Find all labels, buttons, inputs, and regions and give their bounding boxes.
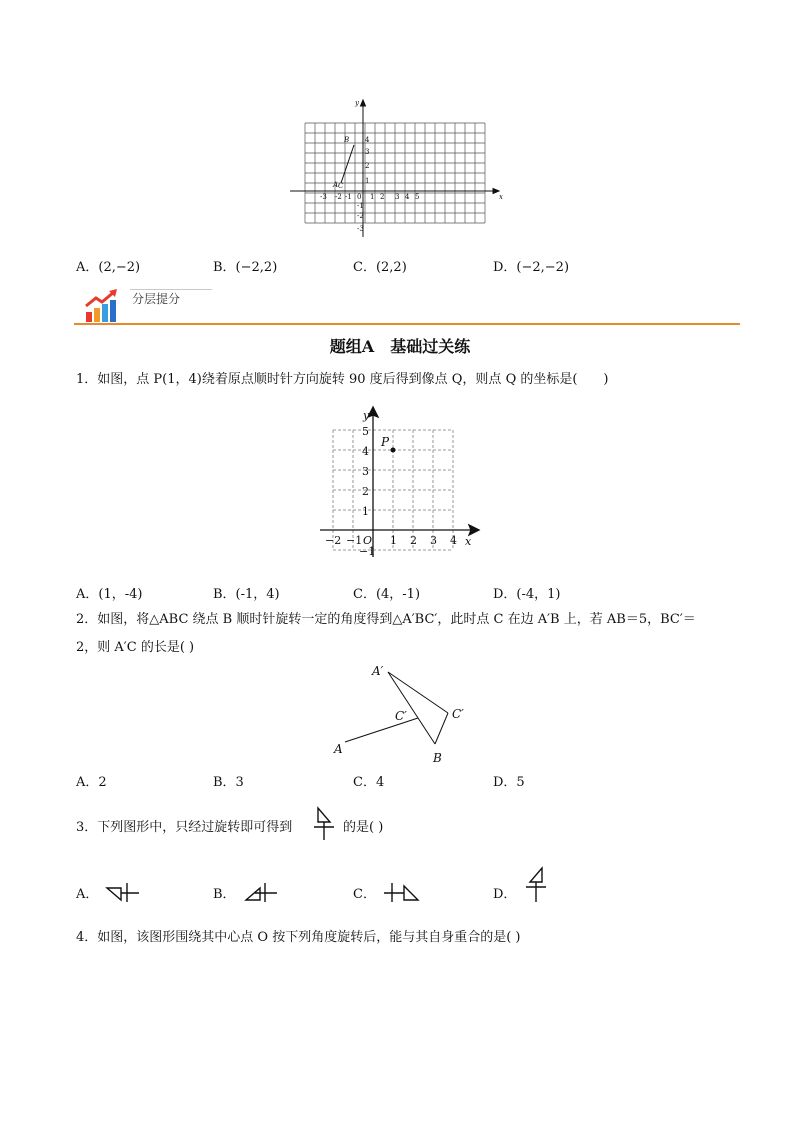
grid-coordinate-figure xyxy=(285,95,510,240)
question-2-text-line1: 2．如图，将△ABC 绕点 B 顺时针旋转一定的角度得到△A′BC′，此时点 C 在边 A′B 上，若 AB＝5，BC′＝ xyxy=(76,612,696,627)
x-tick: −1 xyxy=(346,534,363,547)
y-tick: 2 xyxy=(362,485,369,498)
x-tick: -3 xyxy=(320,193,327,201)
y-tick: 5 xyxy=(362,425,369,438)
option-b[interactable]: B．(−2,2) xyxy=(213,260,278,275)
label-b: B xyxy=(433,751,442,765)
label-c-prime: C′ xyxy=(452,707,464,721)
x-tick: 1 xyxy=(370,193,375,201)
q3-option-a-shape xyxy=(105,880,141,904)
question-1-text: 1．如图，点 P(1，4)绕着原点顺时针方向旋转 90 度后得到像点 Q，则点 Q 的坐标是( ) xyxy=(76,372,609,387)
section-title: 题组A 基础过关练 xyxy=(329,337,471,356)
point-p-label: P xyxy=(381,435,390,449)
option-c[interactable]: C．(2,2) xyxy=(353,260,407,275)
question-3-text-after: 的是( ) xyxy=(343,820,384,835)
y-tick: 3 xyxy=(365,148,370,156)
q1-option-a[interactable]: A．(1，-4) xyxy=(76,587,143,602)
q2-option-d[interactable]: D．5 xyxy=(493,775,525,790)
x-tick: 2 xyxy=(380,193,385,201)
y-tick: 1 xyxy=(365,177,370,185)
q3-option-b[interactable]: B． xyxy=(213,887,236,902)
x-tick: 3 xyxy=(395,193,400,201)
option-d[interactable]: D．(−2,−2) xyxy=(493,260,570,275)
q1-option-c[interactable]: C．(4，-1) xyxy=(353,587,421,602)
y-tick: -1 xyxy=(357,202,364,210)
y-tick: 1 xyxy=(362,505,369,518)
q3-option-d[interactable]: D． xyxy=(493,887,517,902)
x-tick: −2 xyxy=(325,534,342,547)
x-tick: 5 xyxy=(415,193,420,201)
question-4-text: 4．如图，该图形围绕其中心点 O 按下列角度旋转后，能与其自身重合的是( ) xyxy=(76,930,521,945)
q1-option-b[interactable]: B．(-1，4) xyxy=(213,587,280,602)
x-axis-label: x xyxy=(465,535,472,548)
q2-triangle-figure xyxy=(330,660,480,770)
q2-option-c[interactable]: C．4 xyxy=(353,775,385,790)
x-axis-label: x xyxy=(499,193,503,201)
question-3-text-before: 3．下列图形中，只经过旋转即可得到 xyxy=(76,820,293,835)
section-rule xyxy=(74,323,740,325)
q3-option-c[interactable]: C． xyxy=(353,887,376,902)
banner-label: 分层提分 xyxy=(132,292,181,306)
y-tick: 4 xyxy=(365,136,370,144)
q1-coordinate-figure xyxy=(315,405,485,560)
y-tick: 3 xyxy=(362,465,369,478)
y-tick: 2 xyxy=(365,162,370,170)
q3-option-d-shape xyxy=(524,866,548,904)
q2-option-a[interactable]: A．2 xyxy=(76,775,107,790)
q3-option-a[interactable]: A． xyxy=(76,887,99,902)
point-label: B xyxy=(344,136,350,144)
y-axis-label: y xyxy=(355,99,359,107)
q3-option-c-shape xyxy=(382,880,422,904)
y-tick: -3 xyxy=(357,225,364,233)
y-axis-label: y xyxy=(363,409,370,422)
label-a-prime: A′ xyxy=(372,664,384,678)
label-c-prime-inner: C′ xyxy=(395,709,407,723)
x-tick: 3 xyxy=(430,534,437,547)
origin-label: O xyxy=(363,534,373,547)
option-a[interactable]: A．(2,−2) xyxy=(76,260,141,275)
x-tick: 4 xyxy=(405,193,410,201)
x-tick: 0 xyxy=(357,193,362,201)
label-a: A xyxy=(334,742,343,756)
question-2-text-line2: 2，则 A′C 的长是( ) xyxy=(76,640,195,655)
x-tick: 1 xyxy=(390,534,397,547)
q3-option-b-shape xyxy=(243,880,279,904)
x-tick: 4 xyxy=(450,534,457,547)
x-tick: -2 xyxy=(335,193,342,201)
point-label: A xyxy=(333,181,339,189)
x-tick: -1 xyxy=(345,193,352,201)
x-tick: 2 xyxy=(410,534,417,547)
y-tick: -2 xyxy=(357,212,364,220)
q2-option-b[interactable]: B．3 xyxy=(213,775,244,790)
y-tick: −1 xyxy=(359,545,376,558)
q1-option-d[interactable]: D．(-4，1) xyxy=(493,587,561,602)
y-tick: 4 xyxy=(362,445,369,458)
point-label: C xyxy=(338,182,344,190)
q3-reference-shape xyxy=(312,806,336,842)
